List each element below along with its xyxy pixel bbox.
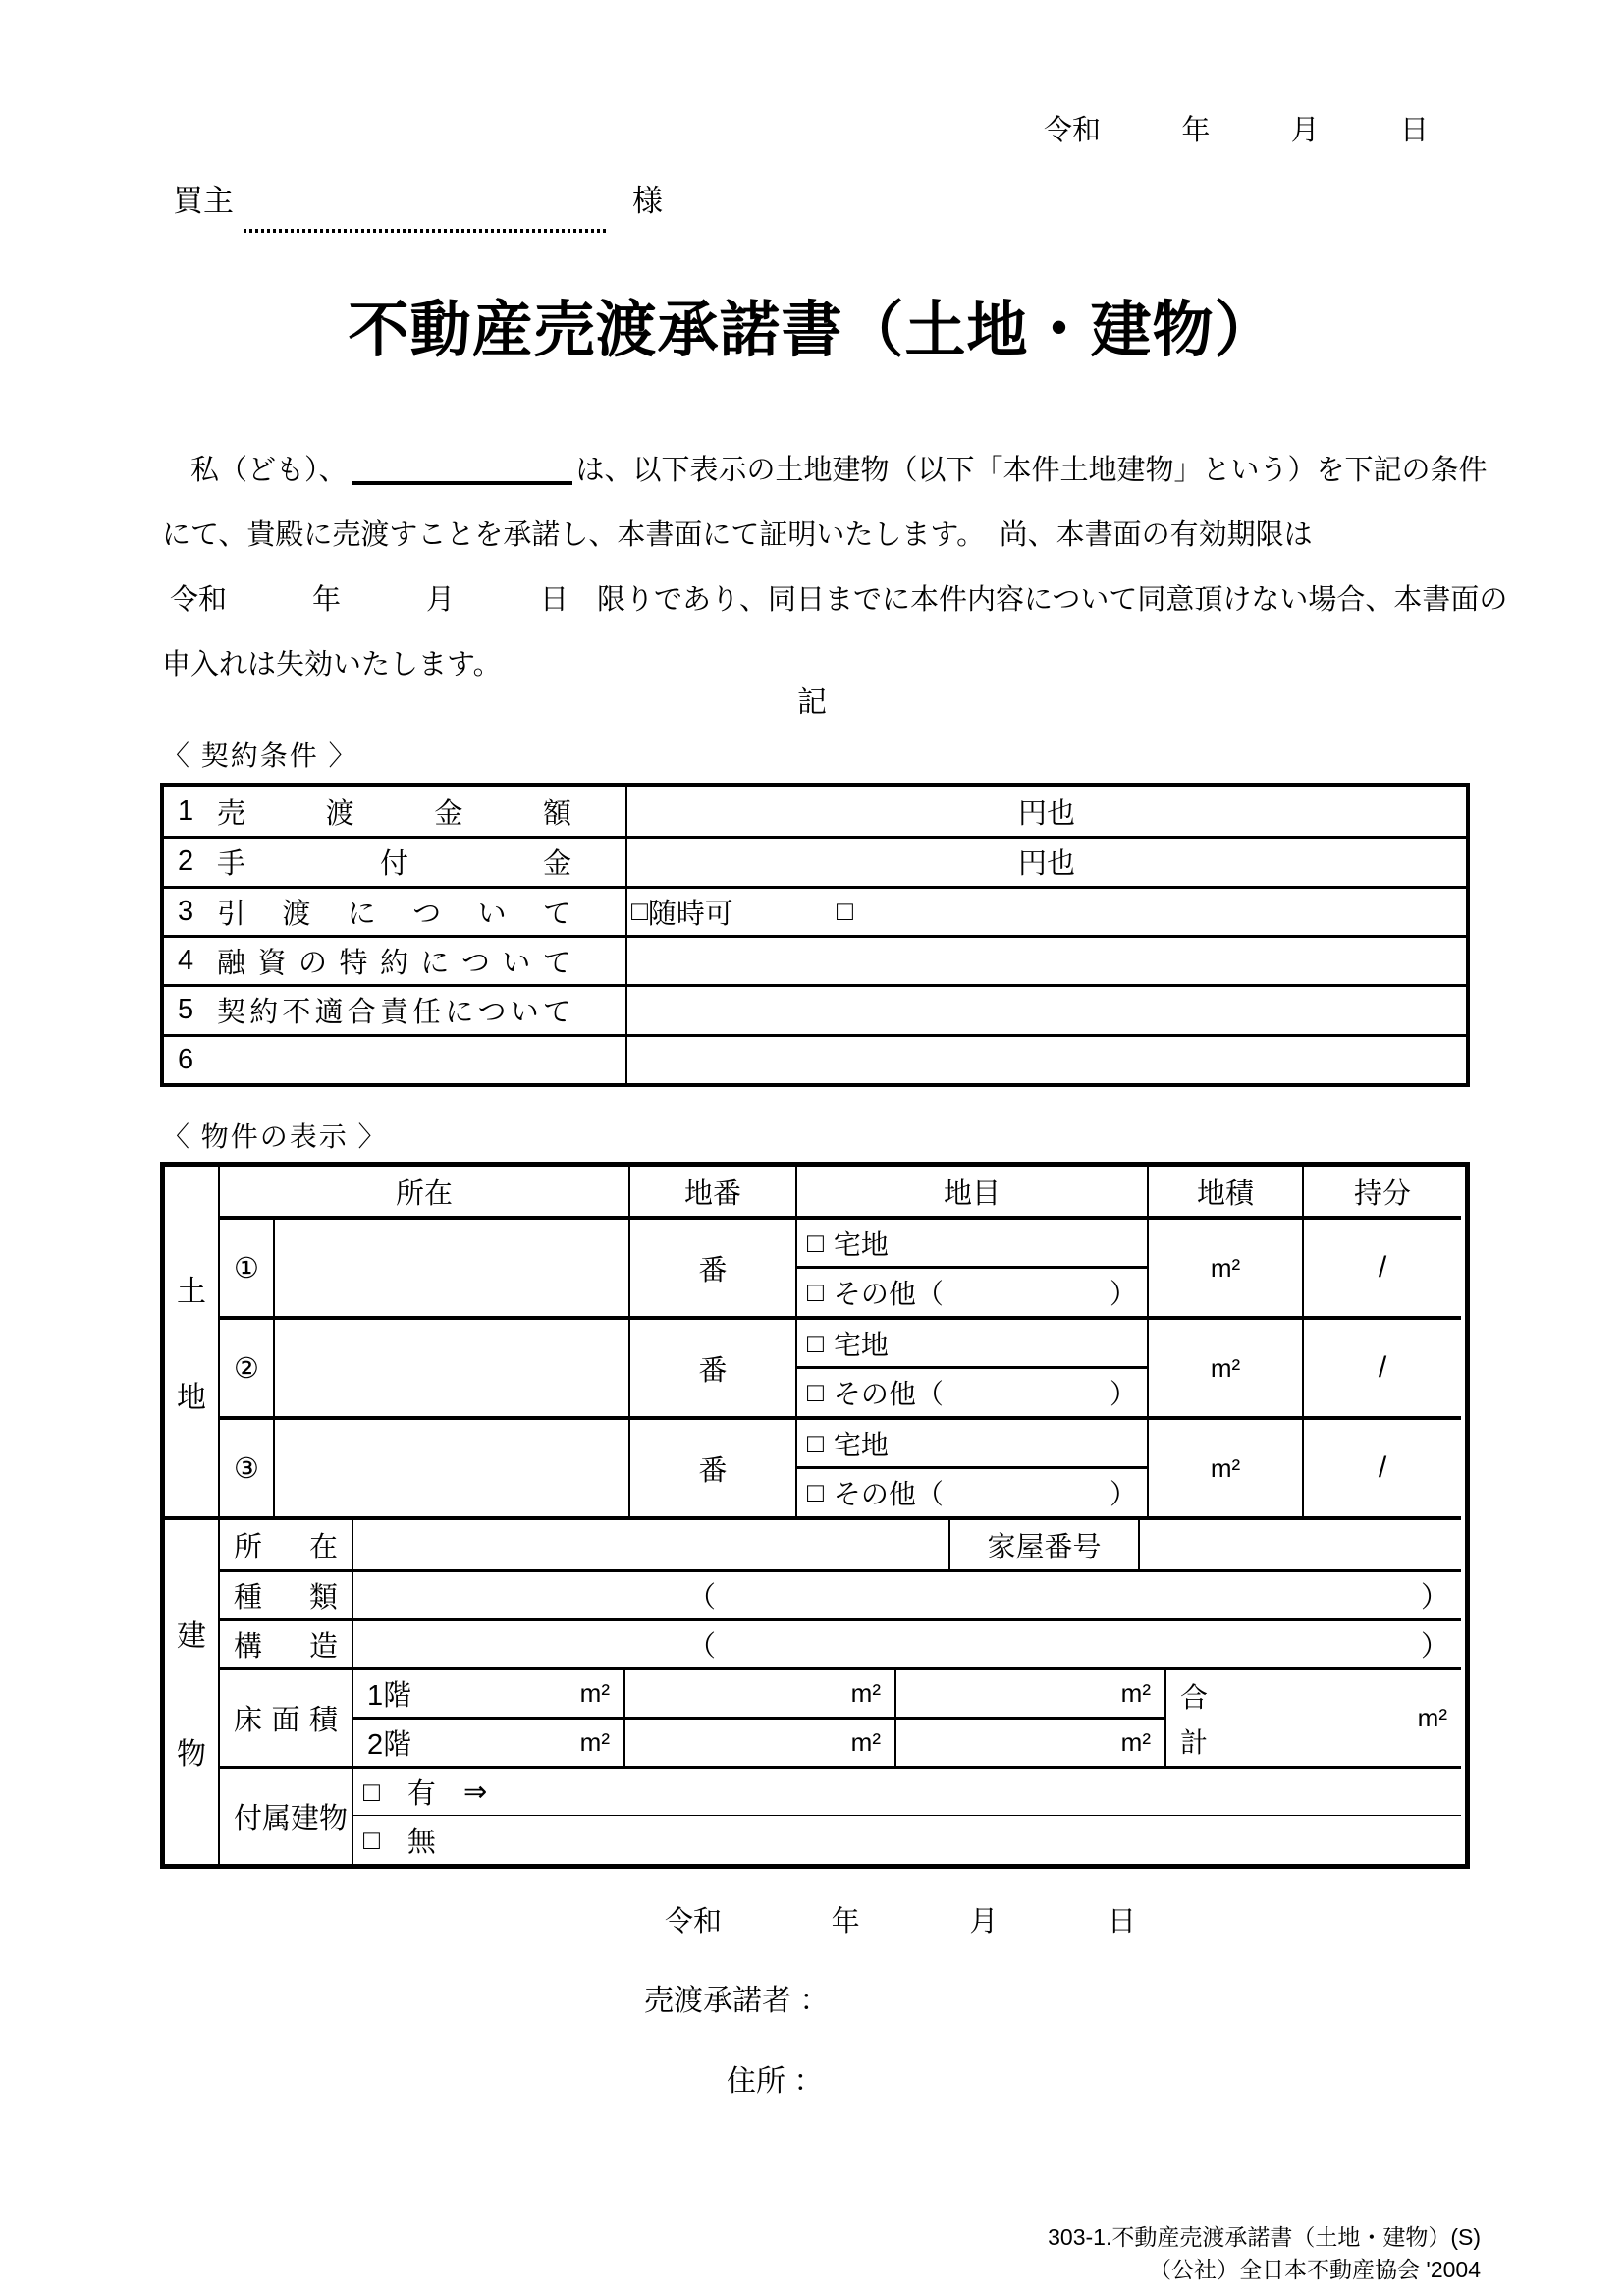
annex-yes-row: □ 有 ⇒ bbox=[352, 1766, 1461, 1815]
floor-area-total[interactable]: 合 計 m² bbox=[1164, 1667, 1461, 1766]
era-label: 令和 bbox=[665, 1906, 723, 1938]
land-location-field[interactable] bbox=[273, 1216, 628, 1316]
form-number: 303-1.不動産売渡承諾書（土地・建物）(S) bbox=[1048, 2224, 1481, 2250]
seller-name-field[interactable] bbox=[352, 446, 572, 485]
contract-row-value[interactable]: 円也 bbox=[625, 787, 1466, 836]
day-label: 日 bbox=[1107, 1906, 1136, 1938]
land-area-unit: m² bbox=[1147, 1216, 1302, 1316]
floor1-area-field-3[interactable]: m² bbox=[894, 1667, 1164, 1717]
address-label: 住所 ： bbox=[727, 2065, 824, 2098]
building-location-label: 所 在 bbox=[218, 1520, 352, 1569]
col-header-land-category: 地目 bbox=[795, 1167, 1147, 1216]
land-area-unit: m² bbox=[1147, 1316, 1302, 1416]
land-category-residential: □ 宅地 bbox=[795, 1216, 1147, 1266]
col-header-share: 持分 bbox=[1302, 1167, 1461, 1216]
building-location-field[interactable] bbox=[352, 1520, 948, 1569]
year-label: 年 bbox=[1181, 115, 1211, 146]
property-table bbox=[160, 1162, 1470, 1869]
checkbox-anytime-icon[interactable]: □ bbox=[631, 896, 648, 927]
floor1-area-field[interactable]: 1階 m² bbox=[352, 1667, 623, 1717]
land-location-field[interactable] bbox=[273, 1316, 628, 1416]
col-header-area: 地積 bbox=[1147, 1167, 1302, 1216]
land-category-other: □ その他（ ） bbox=[795, 1466, 1147, 1516]
checkbox-other-icon[interactable]: □ bbox=[807, 1377, 824, 1407]
land-row-index: ① bbox=[218, 1216, 273, 1316]
land-lot-suffix: 番 bbox=[628, 1316, 795, 1416]
land-category-other: □ その他（ ） bbox=[795, 1266, 1147, 1316]
issue-date-line bbox=[1044, 108, 1429, 148]
body-paragraph bbox=[162, 438, 1508, 697]
buyer-honorific: 様 bbox=[632, 184, 663, 218]
day-label: 日 bbox=[1399, 115, 1429, 146]
form-publisher: （公社）全日本不動産協会 '2004 bbox=[1149, 2257, 1481, 2282]
note-mark: 記 bbox=[797, 686, 827, 719]
land-lot-suffix: 番 bbox=[628, 1416, 795, 1516]
checkbox-residential-icon[interactable]: □ bbox=[807, 1427, 824, 1458]
house-number-label: 家屋番号 bbox=[948, 1520, 1138, 1569]
floor1-area-field-2[interactable]: m² bbox=[623, 1667, 894, 1717]
checkbox-residential-icon[interactable]: □ bbox=[807, 1227, 824, 1258]
contract-row-label: 2 手 付 金 bbox=[164, 836, 625, 885]
land-location-field[interactable] bbox=[273, 1416, 628, 1516]
building-kind-field[interactable]: （ ） bbox=[352, 1569, 1461, 1618]
col-header-location: 所在 bbox=[218, 1167, 628, 1216]
body-line-4: 申入れは失効いたします。 bbox=[162, 649, 502, 681]
building-structure-label: 構 造 bbox=[218, 1618, 352, 1667]
col-header-lot-number: 地番 bbox=[628, 1167, 795, 1216]
land-lot-suffix: 番 bbox=[628, 1216, 795, 1316]
contract-row-value[interactable]: 円也 bbox=[625, 836, 1466, 885]
body-line-3: 令和 年 月 日 限りであり、同日までに本件内容について同意頂けない場合、本書面の bbox=[170, 584, 1508, 616]
year-label: 年 bbox=[831, 1906, 860, 1938]
house-number-field[interactable] bbox=[1138, 1520, 1461, 1569]
property-section-label: 〈 物件の表示 〉 bbox=[162, 1121, 388, 1152]
building-structure-field[interactable]: （ ） bbox=[352, 1618, 1461, 1667]
land-share-value: / bbox=[1302, 1416, 1461, 1516]
buyer-label: 買主 bbox=[173, 184, 234, 218]
land-category-residential: □ 宅地 bbox=[795, 1316, 1147, 1366]
body-line-2: にて、貴殿に売渡すことを承諾し、本書面にて証明いたします。 尚、本書面の有効期限は bbox=[162, 519, 1313, 551]
contract-row-label: 1 売 渡 金 額 bbox=[178, 794, 571, 830]
contract-row-label: 3 引 渡 に つ い て bbox=[164, 886, 625, 935]
closing-date-line bbox=[665, 1899, 1136, 1940]
contract-section-label: 〈 契約条件 〉 bbox=[162, 740, 358, 771]
building-section bbox=[165, 1516, 1461, 1864]
contract-table bbox=[160, 783, 1470, 1087]
contract-row-value bbox=[625, 886, 1466, 935]
month-label: 月 bbox=[1290, 115, 1320, 146]
page-title: 不動産売渡承諾書（土地・建物） bbox=[348, 297, 1276, 364]
land-row-index: ③ bbox=[218, 1416, 273, 1516]
land-share-value: / bbox=[1302, 1316, 1461, 1416]
floor-area-label: 床 面 積 bbox=[218, 1667, 352, 1766]
land-row-index: ② bbox=[218, 1316, 273, 1416]
contract-row-value[interactable] bbox=[625, 935, 1466, 984]
land-area-unit: m² bbox=[1147, 1416, 1302, 1516]
contract-row-label: 4 融 資 の 特 約 に つ い て bbox=[164, 935, 625, 984]
land-group-label: 土 地 bbox=[177, 1276, 206, 1414]
checkbox-residential-icon[interactable]: □ bbox=[807, 1327, 824, 1358]
checkbox-blank-icon[interactable]: □ bbox=[836, 896, 853, 927]
checkbox-annex-no-icon[interactable]: □ bbox=[363, 1824, 380, 1855]
month-label: 月 bbox=[969, 1906, 999, 1938]
contract-row-value[interactable] bbox=[625, 984, 1466, 1033]
checkbox-annex-yes-icon[interactable]: □ bbox=[363, 1776, 380, 1807]
land-category-other: □ その他（ ） bbox=[795, 1366, 1147, 1416]
buyer-name-field[interactable] bbox=[244, 229, 607, 233]
checkbox-other-icon[interactable]: □ bbox=[807, 1277, 824, 1307]
building-kind-label: 種 類 bbox=[218, 1569, 352, 1618]
checkbox-other-icon[interactable]: □ bbox=[807, 1477, 824, 1507]
building-group-label: 建 物 bbox=[177, 1620, 206, 1771]
floor2-area-field-3[interactable]: m² bbox=[894, 1717, 1164, 1766]
era-label: 令和 bbox=[1044, 115, 1102, 146]
land-section bbox=[165, 1167, 1461, 1516]
contract-row-value[interactable] bbox=[625, 1034, 1466, 1083]
contract-row-label: 5 契 約 不 適 合 責 任 に つ い て bbox=[164, 984, 625, 1033]
form-footer bbox=[1048, 2221, 1481, 2286]
land-share-value: / bbox=[1302, 1216, 1461, 1316]
land-category-residential: □ 宅地 bbox=[795, 1416, 1147, 1466]
total-label: 合 計 bbox=[1180, 1681, 1209, 1758]
body-line-1: 私（ども）、 は、以下表示の土地建物（以下「本件土地建物」という）を下記の条件 bbox=[162, 438, 1478, 503]
arrow-right-icon: ⇒ bbox=[462, 1777, 488, 1808]
contract-row-label: 6 bbox=[164, 1034, 625, 1083]
acceptor-label: 売渡承諾者 ： bbox=[644, 1985, 830, 2017]
annex-label: 付 属 建 物 bbox=[218, 1766, 352, 1864]
anytime-option-label: 随時可 bbox=[647, 898, 733, 930]
floor2-area-field-2[interactable]: m² bbox=[623, 1717, 894, 1766]
annex-no-row: □ 無 bbox=[352, 1815, 1461, 1864]
floor2-area-field[interactable]: 2階 m² bbox=[352, 1717, 623, 1766]
